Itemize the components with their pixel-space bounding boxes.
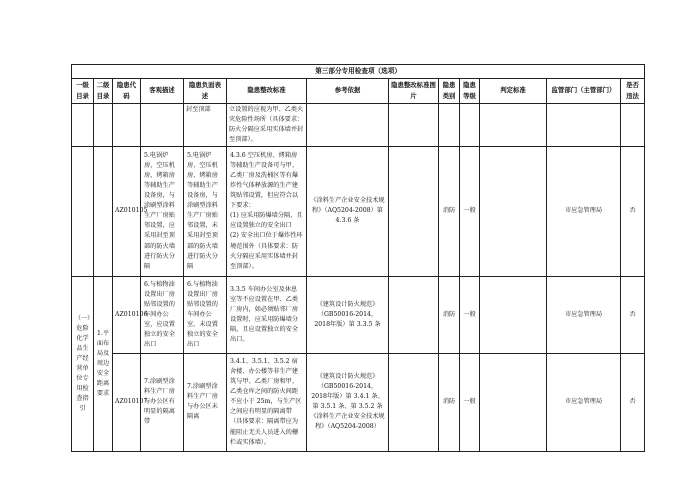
grade-cell: 一般 xyxy=(460,354,480,451)
image-cell xyxy=(389,354,439,451)
image-cell xyxy=(389,146,439,276)
department-cell: 市应急管理局 xyxy=(547,354,621,451)
judge-cell xyxy=(480,276,547,353)
description-cell: 7.涂刷型涂料生产厂房与办公区有明显的隔离带 xyxy=(141,354,184,451)
measure-cell: 立设置的应视为甲、乙类火灾危险性场所（具体要求：防火分隔应采用实体墙并封至顶部）。 xyxy=(227,103,307,146)
category-cell: 消防 xyxy=(439,146,460,276)
negative-cell: 封至顶部 xyxy=(184,103,227,146)
header-image: 隐患整改标准图片 xyxy=(389,78,439,103)
section-title-row xyxy=(72,65,645,79)
code-cell: AZ010105 xyxy=(113,146,141,276)
header-department: 监管部门（主管部门） xyxy=(547,78,621,103)
table-row xyxy=(72,276,645,353)
negative-cell: 5.电锅炉房、空压机房、烤箱房等辅助生产设备房，与涂刷型涂料生产厂房贴邻设置，未采用封至顶部的防火墙进行防火分隔 xyxy=(184,146,227,276)
judge-cell xyxy=(480,354,547,451)
table-row xyxy=(72,354,645,451)
department-cell: 市应急管理局 xyxy=(547,276,621,353)
section-title: 第三部分专用检查项（选项） xyxy=(72,65,645,79)
department-cell: 市应急管理局 xyxy=(547,146,621,276)
grade-cell: 一般 xyxy=(460,276,480,353)
basis-cell: 《建筑设计防火规范》（GB50016-2014，2018年版）第 3.3.5 条 xyxy=(307,276,389,353)
image-cell xyxy=(389,276,439,353)
illegal-cell: 否 xyxy=(621,276,645,353)
basis-cell: 《涂料生产企业安全技术规程》（AQ5204-2008）第 4.3.6 条 xyxy=(307,146,389,276)
negative-cell: 7.涂刷型涂料生产厂房与办公区未隔离 xyxy=(184,354,227,451)
header-code: 隐患代码 xyxy=(113,78,141,103)
table-row xyxy=(72,146,645,276)
header-illegal: 是否违法 xyxy=(621,78,645,103)
measure-line: (1) 应采用防爆墙分隔，且应设置独立的安全出口 xyxy=(230,212,303,230)
measure-line: 4.3.6 空压机房、烤箱房等辅助生产设备可与甲、乙类厂房及洗桶区等有爆炸性气体释放源的生产建筑贴邻设置，但应符合以下要求： xyxy=(230,152,299,210)
basis-cell: 《建筑设计防火规范》（GB50016-2014，2018年版）第 3.4.1 条、第 3.5.1 条、第 3.5.2 条《涂料生产企业安全技术规程》（AQ5204-2008） xyxy=(307,354,389,451)
inspection-table xyxy=(71,64,645,452)
table-row xyxy=(72,103,645,146)
header-category: 隐患类别 xyxy=(439,78,460,103)
measure-cell: 3.4.1、3.5.1、3.5.2 宿舍楼、办公楼等非生产建筑与甲、乙类厂房和甲、乙类仓库之间的防火间距不应小于 25m，与生产区之间应有明显的隔离带（具体要求：隔离带应为能阻止无关人员进入的栅栏或实体墙）。 xyxy=(227,354,307,451)
code-cell: AZ010107 xyxy=(113,354,141,451)
illegal-cell: 否 xyxy=(621,146,645,276)
header-level1: 一级目录 xyxy=(72,78,94,103)
header-basis: 参考依据 xyxy=(307,78,389,103)
header-level2: 二级目录 xyxy=(94,78,113,103)
description-cell: 6.与植物油设置出厂房贴邻设置的车间办公室，应设置独立的安全出口 xyxy=(141,276,184,353)
illegal-cell: 否 xyxy=(621,354,645,451)
header-grade: 隐患等级 xyxy=(460,78,480,103)
header-measure: 隐患整改标准 xyxy=(227,78,307,103)
header-negative: 隐患负面表述 xyxy=(184,78,227,103)
level1-cell: （一）危险化学品生产经营单位专用检查指引 xyxy=(72,276,94,451)
measure-cell xyxy=(227,146,307,276)
grade-cell: 一般 xyxy=(460,146,480,276)
measure-cell: 3.3.5 车间办公室及休息室等不应设置在甲、乙类厂房内，如必须贴邻厂房设置时，应采用防爆墙分隔，且应设置独立的安全出口。 xyxy=(227,276,307,353)
category-cell: 消防 xyxy=(439,276,460,353)
header-row xyxy=(72,78,645,103)
code-cell: AZ010106 xyxy=(113,276,141,353)
measure-line: (2) 安全出口位于爆炸性环境范围外（具体要求：防火分隔应采用实体墙并封至顶部）。 xyxy=(230,232,303,270)
description-cell: 5.电锅炉房、空压机房、烤箱房等辅助生产设备房，与涂刷型涂料生产厂房贴邻设置，应采用封至顶部的防火墙进行防火分隔 xyxy=(141,146,184,276)
level2-cell: 1.平面布局及周边安全距离要求 xyxy=(94,276,113,451)
inspection-sheet xyxy=(71,64,644,452)
header-judge: 判定标准 xyxy=(480,78,547,103)
category-cell: 消防 xyxy=(439,354,460,451)
negative-cell: 6.与植物油设置出厂房贴邻设置的车间办公室，未设置独立的安全出口 xyxy=(184,276,227,353)
judge-cell xyxy=(480,146,547,276)
header-description: 客观描述 xyxy=(141,78,184,103)
